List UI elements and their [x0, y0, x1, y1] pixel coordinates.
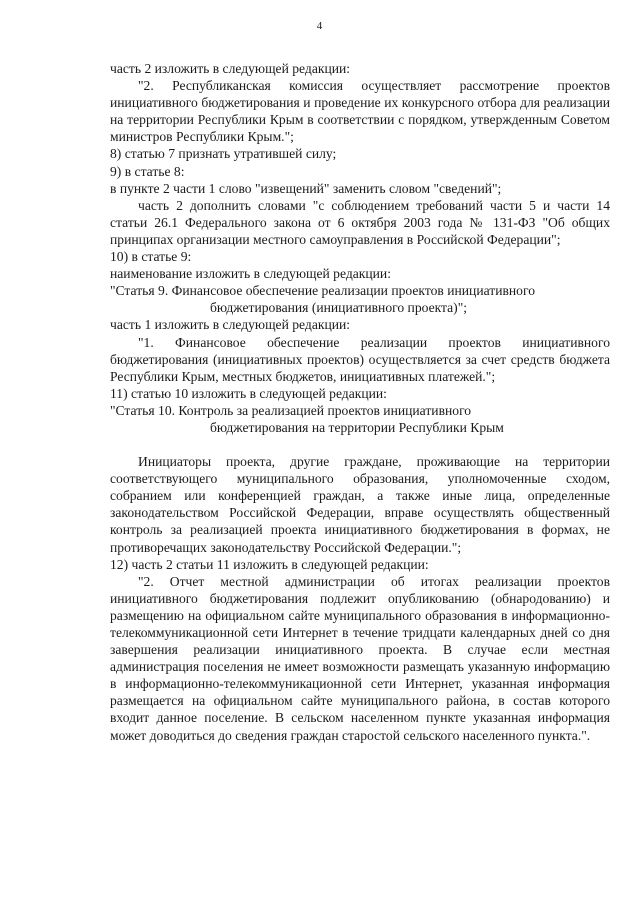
article-heading-cont: бюджетирования (инициативного проекта)"; — [210, 300, 468, 316]
document-body — [110, 60, 610, 744]
paragraph: "2. Республиканская комиссия осуществляет рассмотрение проектов инициативного бюджетирования и проведение их конкурсного отбора для реализации на территории Республики Крым в соответствии с порядком, утвержденным Советом министров Республики Крым."; — [110, 78, 610, 145]
page-number: 4 — [316, 20, 323, 32]
article-heading-cont: бюджетирования на территории Республики Крым — [210, 419, 504, 435]
paragraph: 12) часть 2 статьи 11 изложить в следующей редакции: — [110, 556, 429, 572]
article-heading: "Статья 10. Контроль за реализацией проектов инициативного — [110, 402, 472, 418]
paragraph: 8) статью 7 признать утратившей силу; — [110, 146, 337, 162]
paragraph: часть 1 изложить в следующей редакции: — [110, 317, 351, 333]
paragraph: 9) в статье 8: — [110, 163, 185, 179]
paragraph: наименование изложить в следующей редакции: — [110, 266, 391, 282]
blank-line — [110, 436, 610, 453]
paragraph: часть 2 дополнить словами "с соблюдением требований части 5 и части 14 статьи 26.1 Федерального закона от 6 октября 2003 года № 131-ФЗ "Об общих принципах организации местного самоуправления в Российской Федерации"; — [110, 197, 610, 247]
paragraph: 10) в статье 9: — [110, 249, 192, 265]
paragraph: "2. Отчет местной администрации об итогах реализации проектов инициативного бюджетирования подлежит опубликованию (обнародованию) и размещению на официальном сайте муниципального образования в информационно-телекоммуникационной сети Интернет в течение тридцати календарных дней со дня завершения реализации инициативного проекта. В случае если местная администрация поселения не имеет возможности размещать указанную информацию в информационно-телекоммуникационной сети Интернет, указанная информация размещается на официальном сайте муниципального района, в состав которого входит данное поселение. В сельском населенном пункте указанная информация может доводиться до сведения граждан старостой сельского населенного пункта.". — [110, 573, 610, 743]
paragraph: в пункте 2 части 1 слово "извещений" заменить словом "сведений"; — [110, 180, 502, 196]
paragraph: Инициаторы проекта, другие граждане, проживающие на территории соответствующего муниципального образования, уполномоченные сходом, собранием или конференцией граждан, а также иные лица, определенные законодательством Российской Федерации, вправе осуществлять общественный контроль за реализацией проекта инициативного бюджетирования в формах, не противоречащих законодательству Российской Федерации."; — [110, 454, 610, 555]
paragraph: 11) статью 10 изложить в следующей редакции: — [110, 385, 387, 401]
paragraph: "1. Финансовое обеспечение реализации проектов инициативного бюджетирования (инициативных проектов) осуществляется за счет средств бюджета Республики Крым, местных бюджетов, инициативных платежей."; — [110, 334, 610, 384]
paragraph: часть 2 изложить в следующей редакции: — [110, 61, 351, 76]
article-heading: "Статья 9. Финансовое обеспечение реализации проектов инициативного — [110, 283, 536, 299]
